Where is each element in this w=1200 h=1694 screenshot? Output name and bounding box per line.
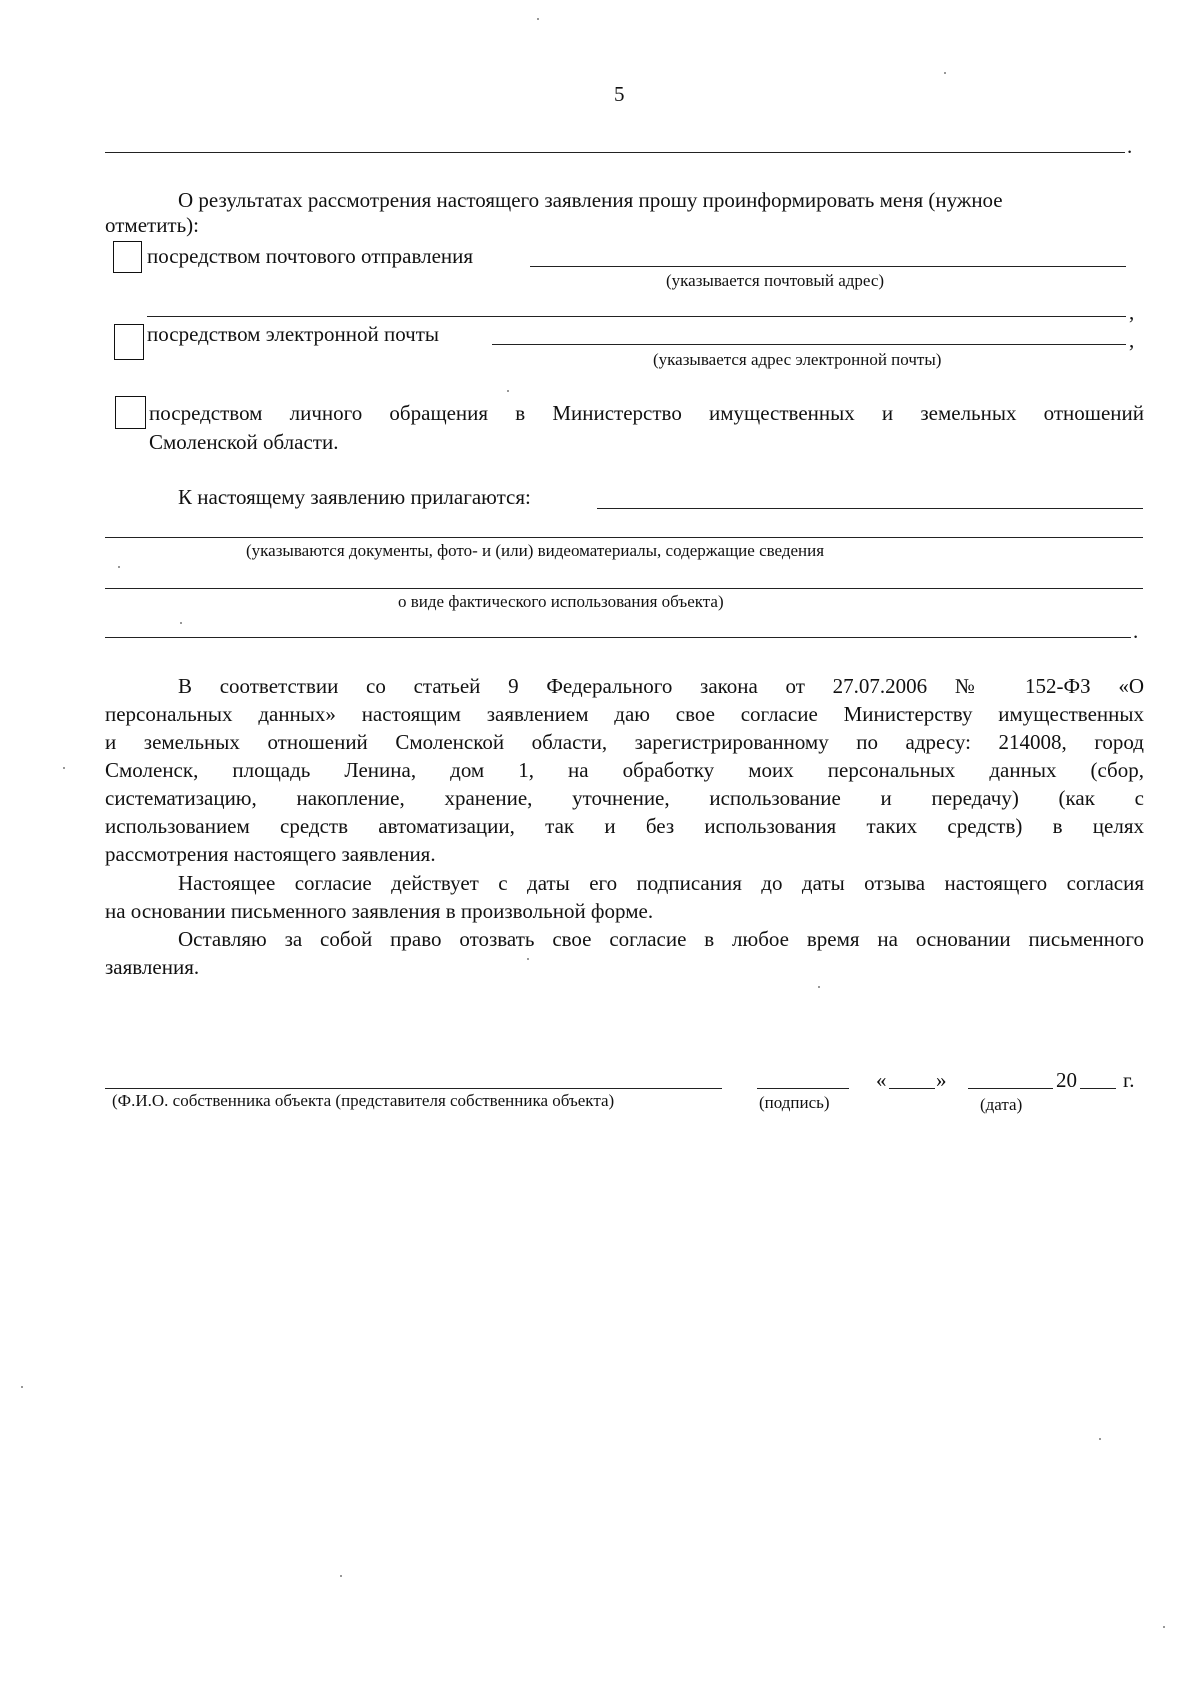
consent-line: использованием средств автоматизации, так и без использования таких средств) в целях [105, 814, 1144, 838]
email-hint: (указывается адрес электронной почты) [653, 350, 942, 369]
date-day-line[interactable] [889, 1088, 935, 1089]
email-address-line[interactable] [492, 344, 1126, 345]
scan-speck [340, 1575, 342, 1577]
checkbox-post[interactable] [113, 241, 142, 273]
option-post-label: посредством почтового отправления [147, 244, 474, 268]
consent-line: систематизацию, накопление, хранение, уточнение, использование и передачу) (как с [105, 786, 1144, 810]
consent-line: и земельных отношений Смоленской области, зарегистрированному по адресу: 214008, город [105, 730, 1144, 754]
date-close-quote: » [936, 1068, 947, 1092]
scan-speck [180, 622, 182, 624]
name-caption: (Ф.И.О. собственника объекта (представителя собственника объекта) [112, 1091, 615, 1110]
attachments-line-2[interactable] [105, 537, 1143, 538]
fill-line [105, 152, 1125, 153]
scan-speck [21, 1386, 23, 1388]
scan-speck [1099, 1438, 1101, 1440]
consent-revoke-line2: заявления. [105, 955, 200, 979]
post-address-line[interactable] [530, 266, 1126, 267]
consent-line: персональных данных» настоящим заявлением даю свое согласие Министерству имущественных [105, 702, 1144, 726]
scan-speck [537, 18, 539, 20]
signature-caption: (подпись) [759, 1093, 830, 1112]
post-hint: (указывается почтовый адрес) [666, 271, 885, 290]
notify-intro-line2: отметить): [105, 213, 200, 237]
attachments-hint-2: о виде фактического использования объекта) [398, 592, 724, 611]
signature-line[interactable] [757, 1088, 849, 1089]
option-personal-line1: посредством личного обращения в Министерство имущественных и земельных отношений [149, 401, 1144, 425]
date-year-suffix: г. [1123, 1068, 1135, 1092]
option-personal-line2: Смоленской области. [149, 430, 339, 454]
consent-validity-line2: на основании письменного заявления в произвольной форме. [105, 899, 654, 923]
scan-speck [507, 390, 509, 392]
checkbox-personal[interactable] [115, 396, 146, 429]
scan-speck [818, 986, 820, 988]
date-open-quote: « [876, 1068, 887, 1092]
checkbox-email[interactable] [114, 324, 144, 360]
consent-line: В соответствии со статьей 9 Федерального закона от 27.07.2006 № 152-ФЗ «О [178, 674, 1144, 698]
scan-speck [944, 72, 946, 74]
consent-revoke-line1: Оставляю за собой право отозвать свое согласие в любое время на основании письменного [178, 927, 1144, 951]
scan-speck [1163, 1626, 1165, 1628]
consent-validity-line1: Настоящее согласие действует с даты его подписания до даты отзыва настоящего согласия [178, 871, 1144, 895]
attachments-end-mark: . [1133, 619, 1139, 643]
attachments-hint-1: (указываются документы, фото- и (или) видеоматериалы, содержащие сведения [246, 541, 825, 560]
scan-speck [63, 767, 65, 769]
post-address-line-2[interactable] [147, 316, 1126, 317]
consent-line-last: рассмотрения настоящего заявления. [105, 842, 436, 866]
option-email-label: посредством электронной почты [147, 322, 440, 346]
post-end-mark: , [1129, 300, 1135, 324]
attachments-label: К настоящему заявлению прилагаются: [178, 485, 531, 509]
date-year-line[interactable] [1080, 1088, 1116, 1089]
notify-intro-line1: О результатах рассмотрения настоящего заявления прошу проинформировать меня (нужное [178, 188, 1003, 212]
date-caption: (дата) [980, 1095, 1023, 1114]
scan-speck [527, 958, 529, 960]
attachments-line-1[interactable] [597, 508, 1143, 509]
attachments-line-3[interactable] [105, 588, 1143, 589]
page-number: 5 [614, 82, 625, 106]
scan-speck [118, 566, 120, 568]
consent-line: Смоленск, площадь Ленина, дом 1, на обработку моих персональных данных (сбор, [105, 758, 1144, 782]
date-month-line[interactable] [968, 1088, 1053, 1089]
attachments-line-4[interactable] [105, 637, 1131, 638]
name-line[interactable] [105, 1088, 722, 1089]
date-year-prefix: 20 [1056, 1068, 1077, 1092]
email-end-mark: , [1129, 328, 1135, 352]
